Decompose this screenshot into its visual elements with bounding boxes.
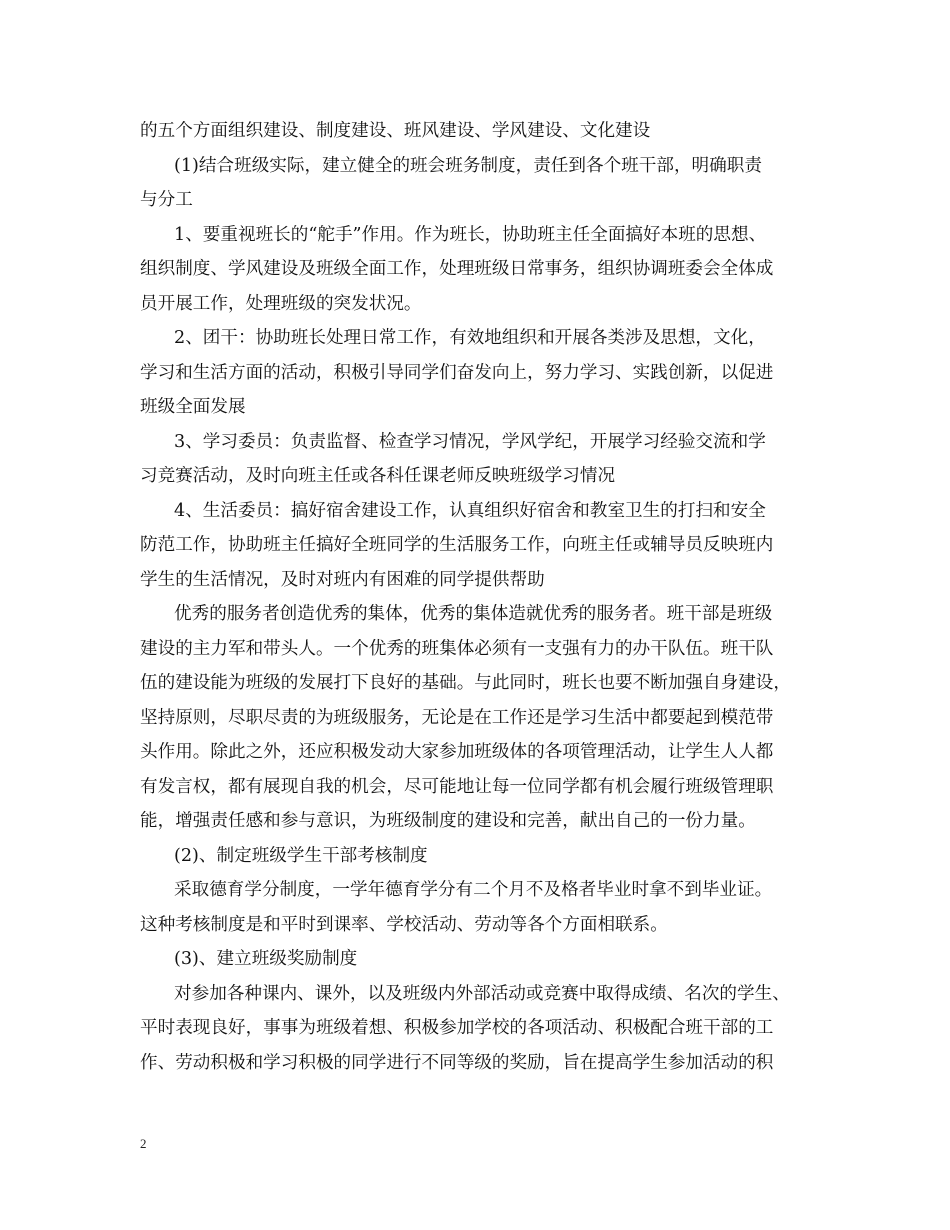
text-line: 组织制度、学风建设及班级全面工作，处理班级日常事务，组织协调班委会全体成 <box>140 259 774 279</box>
text-line: 对参加各种课内、课外，以及班级内外部活动或竞赛中取得成绩、名次的学生、 <box>174 983 790 1004</box>
text-line: 有发言权，都有展现自我的机会，尽可能地让每一位同学都有机会履行班级管理职 <box>140 776 774 797</box>
text-line: 班级全面发展 <box>140 397 246 417</box>
text-line: 作、劳动积极和学习积极的同学进行不同等级的奖励，旨在提高学生参加活动的积 <box>140 1052 774 1073</box>
text-line: 4、生活委员：搞好宿舍建设工作，认真组织好宿舍和教室卫生的打扫和安全 <box>174 500 766 521</box>
text-line: 防范工作，协助班主任搞好全班同学的生活服务工作，向班主任或辅导员反映班内 <box>140 535 774 555</box>
text-line: (1)结合班级实际，建立健全的班会班务制度，责任到各个班干部，明确职责 <box>174 155 762 176</box>
document-body <box>140 114 826 1080</box>
text-line: 头作用。除此之外，还应积极发动大家参加班级体的各项管理活动，让学生人人都 <box>140 742 774 762</box>
text-line: 学生的生活情况，及时对班内有困难的同学提供帮助 <box>140 569 545 590</box>
text-line: 2、团干：协助班长处理日常工作，有效地组织和开展各类涉及思想，文化， <box>174 328 766 348</box>
text-line: 能，增强责任感和参与意识，为班级制度的建设和完善，献出自己的一份力量。 <box>140 811 756 831</box>
text-line: 员开展工作，处理班级的突发状况。 <box>140 293 422 314</box>
text-line: 采取德育学分制度，一学年德育学分有二个月不及格者毕业时拿不到毕业证。 <box>174 880 773 900</box>
text-line: 优秀的服务者创造优秀的集体，优秀的集体造就优秀的服务者。班干部是班级 <box>174 604 773 624</box>
text-line: 1、要重视班长的“舵手”作用。作为班长，协助班主任全面搞好本班的思想、 <box>174 224 767 245</box>
text-line: 这种考核制度是和平时到课率、学校活动、劳动等各个方面相联系。 <box>140 914 668 935</box>
text-line: 平时表现良好，事事为班级着想、积极参加学校的各项活动、积极配合班干部的工 <box>140 1018 774 1038</box>
text-line: (2)、制定班级学生干部考核制度 <box>174 845 428 866</box>
text-line: 学习和生活方面的活动，积极引导同学们奋发向上，努力学习、实践创新，以促进 <box>140 362 774 383</box>
text-line: 坚持原则，尽职尽责的为班级服务，无论是在工作还是学习生活中都要起到模范带 <box>140 707 774 728</box>
text-line: 习竞赛活动，及时向班主任或各科任课老师反映班级学习情况 <box>140 466 616 486</box>
text-line: (3)、建立班级奖励制度 <box>174 949 358 969</box>
text-line: 3、学习委员：负责监督、检查学习情况，学风学纪，开展学习经验交流和学 <box>174 431 766 452</box>
text-line: 建设的主力军和带头人。一个优秀的班集体必须有一支强有力的办干队伍。班干队 <box>140 638 774 659</box>
text-line: 与分工 <box>140 190 193 210</box>
page-number: 2 <box>140 1136 147 1151</box>
text-line: 的五个方面组织建设、制度建设、班风建设、学风建设、文化建设 <box>140 121 651 141</box>
text-line: 伍的建设能为班级的发展打下良好的基础。与此同时，班长也要不断加强自身建设， <box>140 673 791 693</box>
